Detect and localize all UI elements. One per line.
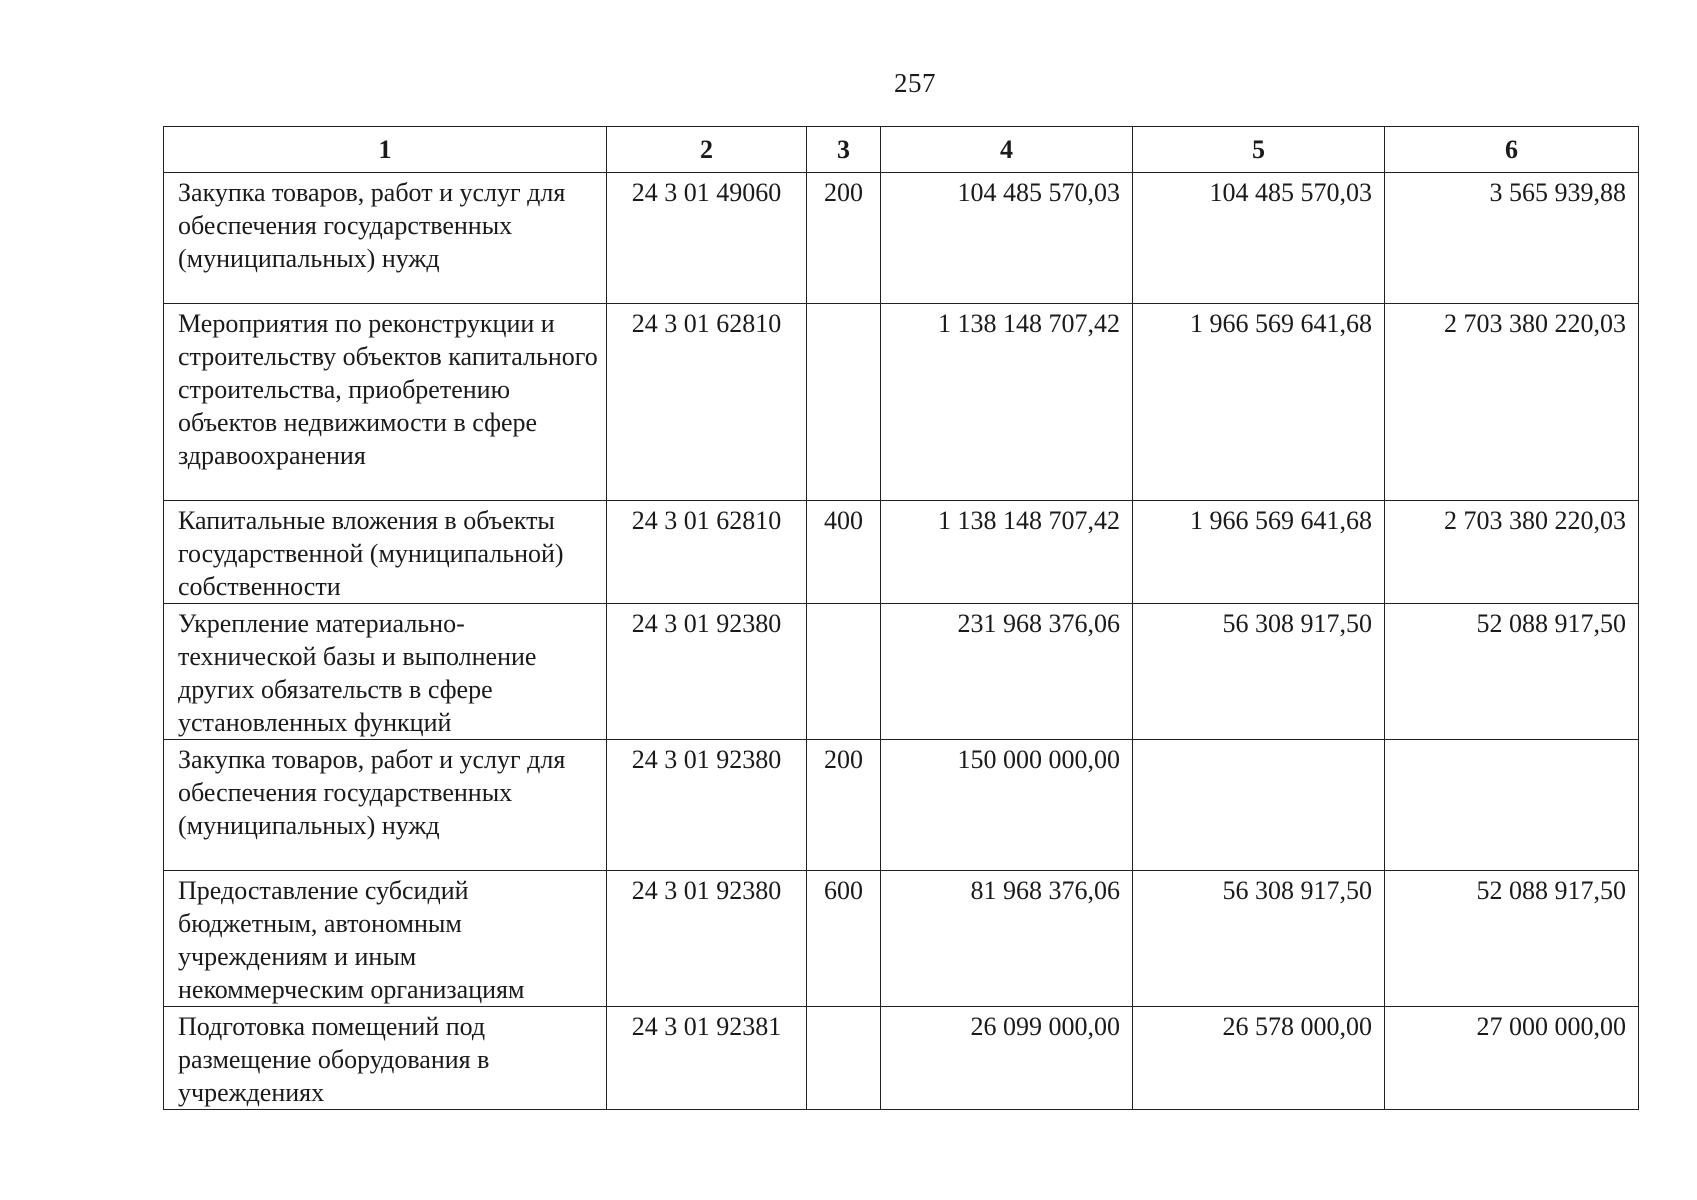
target-code: 24 3 01 92381 [607,1007,807,1110]
amount-col-6: 52 088 917,50 [1385,604,1639,740]
item-name: Подготовка помещений под размещение оборудования в учреждениях [164,1007,607,1110]
amount-col-4: 26 099 000,00 [881,1007,1133,1110]
target-code: 24 3 01 92380 [607,604,807,740]
table-row [164,871,1639,1007]
item-name: Закупка товаров, работ и услуг для обеспечения государственных (муниципальных) нужд [164,740,607,871]
table-row [164,740,1639,871]
amount-col-6: 27 000 000,00 [1385,1007,1639,1110]
amount-col-5: 56 308 917,50 [1133,604,1385,740]
item-name: Укрепление материально-технической базы и выполнение других обязательств в сфере установленных функций [164,604,607,740]
expense-type: 200 [807,740,881,871]
amount-col-4: 231 968 376,06 [881,604,1133,740]
amount-col-6 [1385,740,1639,871]
expense-type: 400 [807,501,881,604]
expense-type [807,304,881,501]
item-name: Предоставление субсидий бюджетным, автономным учреждениям и иным некоммерческим организациям [164,871,607,1007]
item-name: Мероприятия по реконструкции и строительству объектов капитального строительства, приобретению объектов недвижимости в сфере здравоохранения [164,304,607,501]
target-code: 24 3 01 62810 [607,501,807,604]
target-code: 24 3 01 92380 [607,871,807,1007]
amount-col-6: 2 703 380 220,03 [1385,304,1639,501]
amount-col-6: 52 088 917,50 [1385,871,1639,1007]
column-header-2: 2 [607,127,807,173]
table-row [164,501,1639,604]
amount-col-5: 1 966 569 641,68 [1133,304,1385,501]
item-name: Капитальные вложения в объекты государственной (муниципальной) собственности [164,501,607,604]
amount-col-5 [1133,740,1385,871]
amount-col-6: 2 703 380 220,03 [1385,501,1639,604]
column-header-4: 4 [881,127,1133,173]
column-header-5: 5 [1133,127,1385,173]
budget-table [163,126,1639,1110]
item-name: Закупка товаров, работ и услуг для обеспечения государственных (муниципальных) нужд [164,173,607,304]
amount-col-4: 150 000 000,00 [881,740,1133,871]
expense-type [807,1007,881,1110]
target-code: 24 3 01 62810 [607,304,807,501]
amount-col-4: 1 138 148 707,42 [881,501,1133,604]
amount-col-5: 1 966 569 641,68 [1133,501,1385,604]
table-row [164,604,1639,740]
header-row [164,127,1639,173]
expense-type [807,604,881,740]
table-row [164,304,1639,501]
amount-col-5: 56 308 917,50 [1133,871,1385,1007]
column-header-3: 3 [807,127,881,173]
target-code: 24 3 01 49060 [607,173,807,304]
amount-col-6: 3 565 939,88 [1385,173,1639,304]
column-header-1: 1 [164,127,607,173]
amount-col-4: 81 968 376,06 [881,871,1133,1007]
expense-type: 200 [807,173,881,304]
column-header-6: 6 [1385,127,1639,173]
target-code: 24 3 01 92380 [607,740,807,871]
amount-col-4: 1 138 148 707,42 [881,304,1133,501]
table-row [164,173,1639,304]
page-number: 257 [894,68,936,98]
amount-col-5: 104 485 570,03 [1133,173,1385,304]
expense-type: 600 [807,871,881,1007]
table-row [164,1007,1639,1110]
amount-col-5: 26 578 000,00 [1133,1007,1385,1110]
amount-col-4: 104 485 570,03 [881,173,1133,304]
